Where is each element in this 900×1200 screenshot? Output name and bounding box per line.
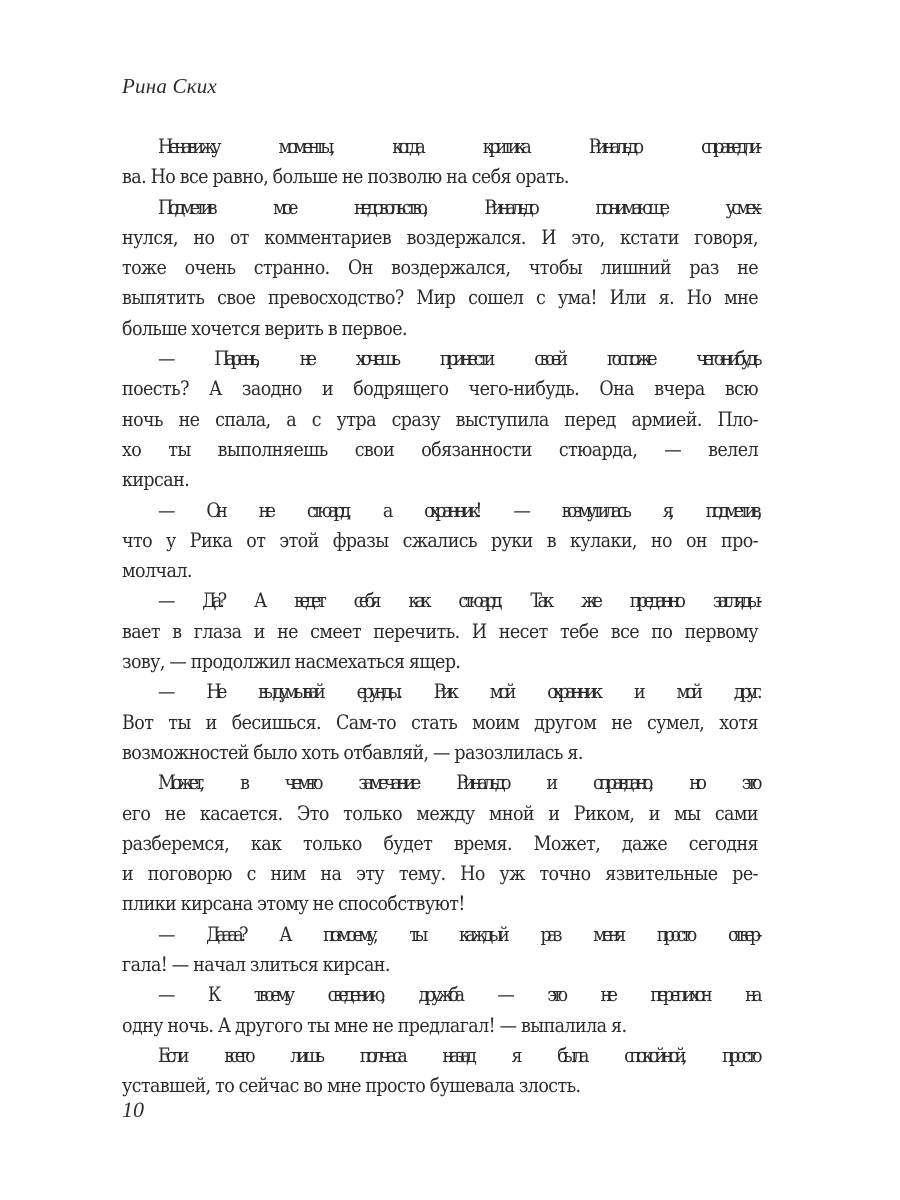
text-line: гала! — начал злиться кирсан. <box>122 953 390 977</box>
page-number: 10 <box>122 1097 144 1122</box>
text-line: вает в глаза и не смеет перечить. И несет тебе все по первому <box>122 619 758 643</box>
paragraph <box>122 920 758 981</box>
text-line: хо ты выполняешь свои обязанности стюарда, — велел <box>122 437 758 461</box>
text-line: — Он не стюард, а охранник! — возмутилась я, подметив, <box>158 498 758 522</box>
text-line: и поговорю с ним на эту тему. Но уж точно язвительные ре- <box>122 862 758 886</box>
paragraph <box>122 980 758 1041</box>
text-line: разберемся, как только будет время. Может, даже сегодня <box>122 831 758 855</box>
text-line: — Даааа? А по-моему, ты каждый раз меня просто отвер- <box>158 922 758 946</box>
text-line: плики кирсана этому не способствуют! <box>122 892 465 916</box>
text-line: — Не выдумывай ерунды. Рик мой охранник и мой друг. <box>158 680 758 704</box>
text-line: что у Рика от этой фразы сжались руки в кулаки, но он про- <box>122 528 758 552</box>
text-line: тоже очень странно. Он воздержался, чтобы лишний раз не <box>122 256 758 280</box>
running-head-author: Рина Ских <box>122 74 217 98</box>
text-line: ночь не спала, а с утра сразу выступила перед армией. Пло- <box>122 407 758 431</box>
text-line: — Да? А ведет себя как стюард. Так же преданно загляды- <box>158 589 758 613</box>
paragraph <box>122 586 758 677</box>
text-line: поесть? А заодно и бодрящего чего-нибудь. Она вчера всю <box>122 377 758 401</box>
text-line: Если всего лишь полчаса назад я была спокойной, просто <box>158 1043 758 1067</box>
paragraph <box>122 496 758 587</box>
text-line: кирсан. <box>122 468 190 492</box>
text-line: больше хочется верить в первое. <box>122 316 408 340</box>
text-line: возможностей было хоть отбавляй, — разозлилась я. <box>122 740 583 764</box>
text-line: Ненавижу моменты, когда критика Ринальдо справедли- <box>158 135 758 158</box>
text-line: одну ночь. А другого ты мне не предлагал! — выпалила я. <box>122 1013 627 1037</box>
body-text <box>122 132 758 1102</box>
text-line: молчал. <box>122 559 192 583</box>
text-line: Вот ты и бесишься. Сам-то стать моим другом не сумел, хотя <box>122 710 758 734</box>
paragraph <box>122 132 758 193</box>
text-line: уставшей, то сейчас во мне просто бушевала злость. <box>122 1074 581 1098</box>
text-line: Подметив мое недовольство, Ринальдо понимающе усмех- <box>158 195 758 219</box>
paragraph <box>122 768 758 919</box>
text-line: Может, в чем-то замечание Ринальдо и оправдано, но это <box>158 771 758 795</box>
paragraph <box>122 344 758 495</box>
text-line: нулся, но от комментариев воздержался. И это, кстати говоря, <box>122 225 758 249</box>
paragraph <box>122 193 758 344</box>
paragraph <box>122 677 758 768</box>
text-line: выпятить свое превосходство? Мир сошел с ума! Или я. Но мне <box>122 286 758 310</box>
text-line: ва. Но все равно, больше не позволю на себя орать. <box>122 165 569 189</box>
text-line: его не касается. Это только между мной и Риком, и мы сами <box>122 801 758 825</box>
text-line: — К твоему сведению, дружба — это не перепихон на <box>158 983 758 1007</box>
text-line: — Парень, не хочешь принести своей госпоже чего-нибудь <box>158 347 758 371</box>
text-line: зову, — продолжил насмехаться ящер. <box>122 650 461 674</box>
paragraph <box>122 1041 758 1102</box>
